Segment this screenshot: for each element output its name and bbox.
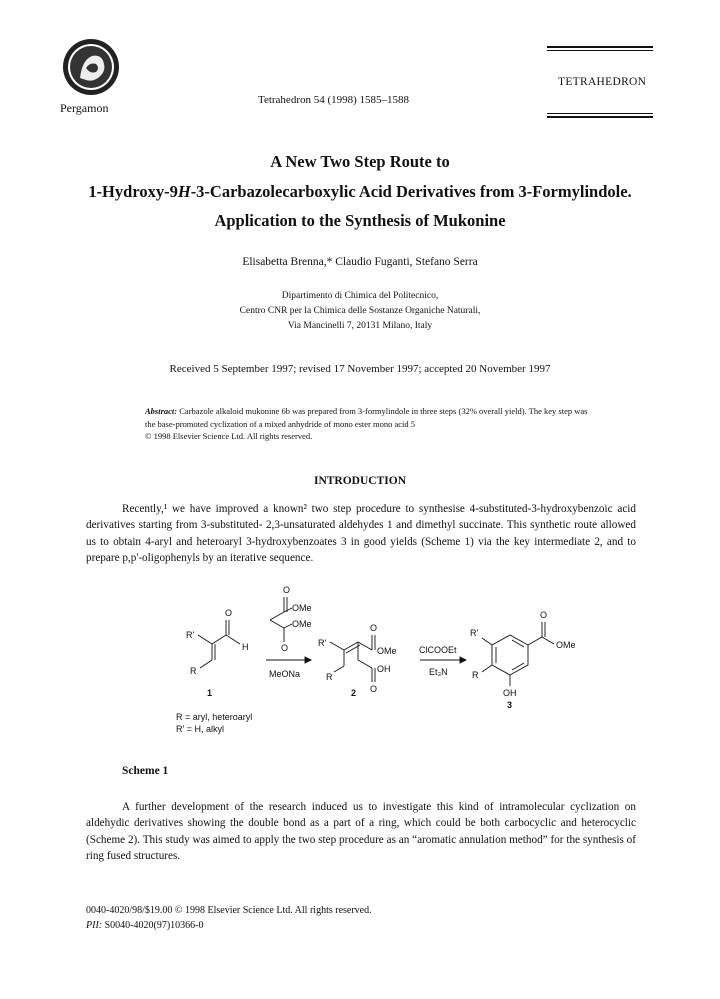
scheme-label: Scheme 1	[122, 765, 169, 777]
affiliation-line: Dipartimento di Chimica del Politecnico,	[281, 291, 439, 301]
svg-text:OH: OH	[503, 688, 517, 698]
svg-text:H: H	[242, 642, 249, 652]
article-title-line2: 1-Hydroxy-9H-3-Carbazolecarboxylic Acid Derivatives from 3-Formylindole.	[88, 182, 632, 201]
svg-text:OMe: OMe	[292, 619, 312, 629]
svg-text:R' = H, alkyl: R' = H, alkyl	[176, 724, 224, 734]
svg-text:O: O	[370, 684, 378, 694]
svg-text:O: O	[540, 610, 548, 620]
svg-text:R: R	[472, 670, 479, 680]
header-rule	[547, 46, 653, 48]
svg-text:R: R	[190, 666, 197, 676]
header-rule	[547, 113, 653, 114]
header-rule	[547, 50, 653, 51]
authors: Elisabetta Brenna,* Claudio Fuganti, Stefano Serra	[242, 256, 478, 268]
svg-text:OMe: OMe	[377, 646, 397, 656]
abstract-text: Carbazole alkaloid mukonine 6b was prepared from 3-formylindole in three steps (32% overall yield). The key step was the base-promoted cyclization of a mixed anhydride of mono ester mono acid 5	[145, 406, 588, 429]
svg-text:O: O	[281, 643, 289, 653]
footer-pii: PII: S0040-4020(97)10366-0	[86, 920, 204, 931]
svg-text:3: 3	[507, 700, 513, 710]
section-heading: INTRODUCTION	[313, 475, 406, 487]
svg-text:Et₃N: Et₃N	[429, 667, 448, 677]
svg-text:O: O	[225, 608, 233, 618]
article-title-line3: Application to the Synthesis of Mukonine	[214, 211, 506, 230]
affiliation-line: Centro CNR per la Chimica delle Sostanze Organiche Naturali,	[239, 306, 481, 316]
svg-text:R = aryl, heteroaryl: R = aryl, heteroaryl	[176, 712, 253, 722]
pergamon-logo	[62, 38, 120, 96]
scheme-1-diagram	[170, 580, 600, 755]
intro-paragraph-1: Recently,¹ we have improved a known² two step procedure to synthesise 4-substituted-3-hydroxybenzoic acid derivatives starting from 3-substituted- 2,3-unsaturated aldehydes 1 and dimethyl succinate. This synthetic route allowed us to obtain 4-aryl and heteroaryl 3-hydroxybenzoates 3 in good yields (Scheme 1) via the key intermediate 2, and to prepare p,p'-oligophenyls by an iterative sequence.	[86, 503, 636, 565]
abstract-copyright: © 1998 Elsevier Science Ltd. All rights reserved.	[145, 431, 313, 441]
article-title-line1: A New Two Step Route to	[270, 152, 450, 171]
svg-text:2: 2	[351, 688, 357, 698]
svg-text:OMe: OMe	[292, 603, 312, 613]
footer-copyright: 0040-4020/98/$19.00 © 1998 Elsevier Science Ltd. All rights reserved.	[86, 905, 372, 916]
svg-text:R': R'	[186, 630, 195, 640]
publisher-name: Pergamon	[60, 101, 109, 115]
svg-text:MeONa: MeONa	[269, 669, 301, 679]
abstract-label: Abstract:	[145, 406, 178, 416]
abstract	[145, 405, 595, 443]
svg-text:OH: OH	[377, 664, 391, 674]
received-dates: Received 5 September 1997; revised 17 November 1997; accepted 20 November 1997	[169, 363, 551, 375]
intro-paragraph-2: A further development of the research induced us to investigate this kind of intramolecular cyclization on aldehydic derivatives showing the double bond as a part of a ring, which could be both carbocyclic and heterocyclic (Scheme 2). This study was aimed to apply the two step procedure as an “aromatic annulation method” for the synthesis of ring fused structures.	[86, 801, 636, 863]
svg-text:R': R'	[318, 638, 327, 648]
journal-citation: Tetrahedron 54 (1998) 1585–1588	[258, 94, 410, 106]
svg-text:R': R'	[470, 628, 479, 638]
svg-text:O: O	[283, 585, 291, 595]
svg-text:O: O	[370, 623, 378, 633]
svg-text:R: R	[326, 672, 333, 682]
svg-text:OMe: OMe	[556, 640, 576, 650]
header-rule	[547, 116, 653, 118]
journal-name: TETRAHEDRON	[558, 76, 647, 88]
svg-text:1: 1	[207, 688, 213, 698]
svg-text:ClCOOEt: ClCOOEt	[419, 645, 457, 655]
affiliation-line: Via Mancinelli 7, 20131 Milano, Italy	[287, 321, 433, 331]
